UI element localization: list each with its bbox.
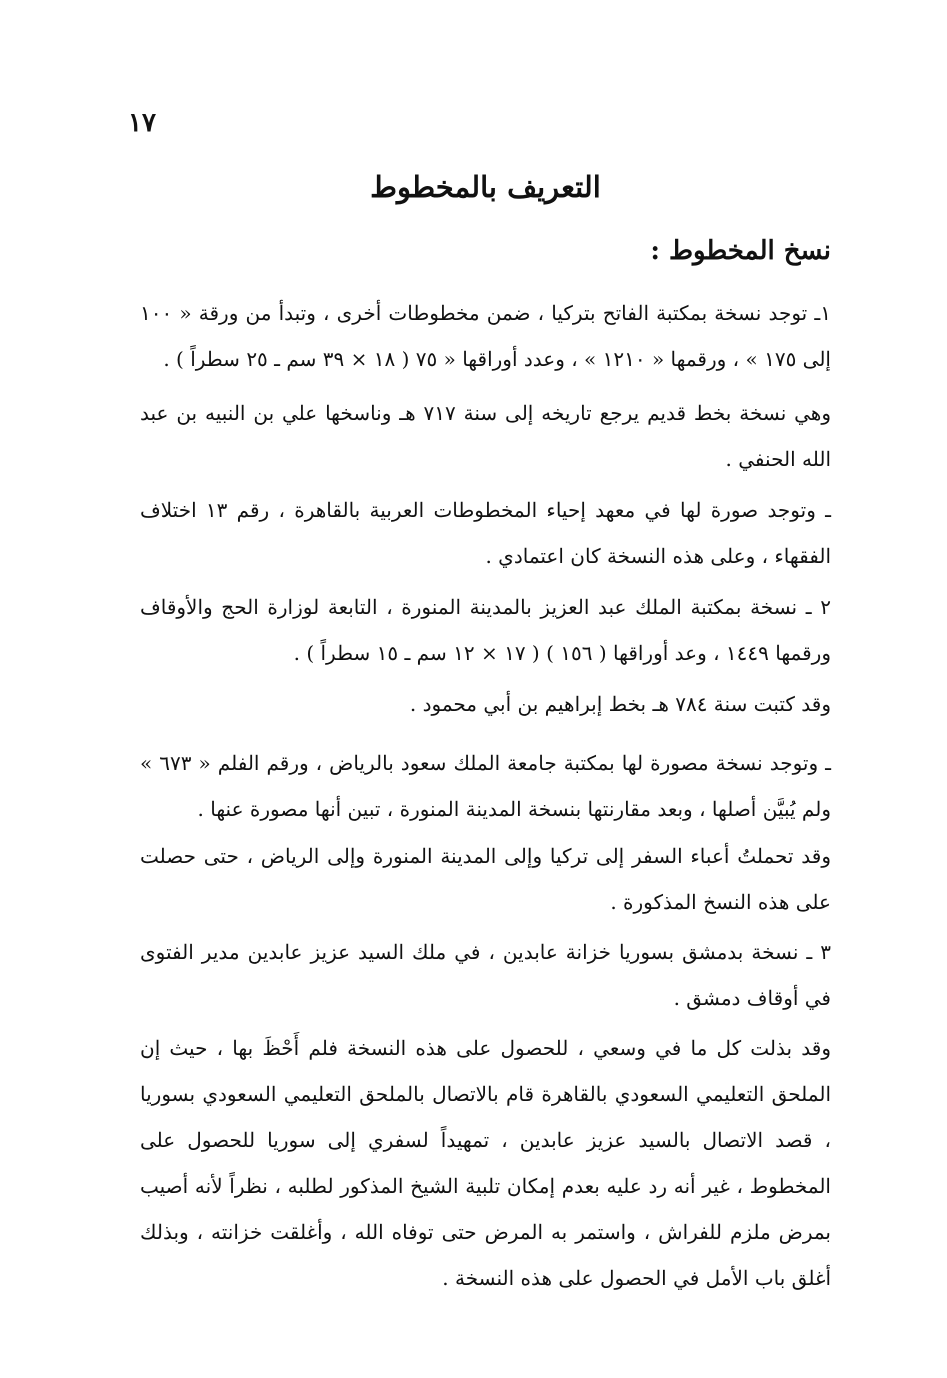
paragraph-7: وقد تحملتُ أعباء السفر إلى تركيا وإلى المدينة المنورة وإلى الرياض ، حتى حصلت على هذه النسخ المذكورة . xyxy=(140,844,831,914)
paragraph-1: ١ـ توجد نسخة بمكتبة الفاتح بتركيا ، ضمن مخطوطات أخرى ، وتبدأ من ورقة « ١٠٠ إلى ١٧٥ » ، ورقمها « ١٢١٠ » ، وعدد أوراقها « ٧٥ ( ١٨ × ٣٩ سم ـ ٢٥ سطراً ) . xyxy=(140,301,831,371)
paragraph-3: ـ وتوجد صورة لها في معهد إحياء المخطوطات العربية بالقاهرة ، رقم ١٣ اختلاف الفقهاء ، وعلى هذه النسخة كان اعتمادي . xyxy=(140,498,831,568)
paragraph-2: وهي نسخة بخط قديم يرجع تاريخه إلى سنة ٧١٧ هـ وناسخها علي بن النبيه بن عبد الله الحنفي . xyxy=(140,401,831,471)
paragraph-9: وقد بذلت كل ما في وسعي ، للحصول على هذه النسخة فلم أَحْظَ بها ، حيث إن الملحق التعليمي السعودي بالقاهرة قام بالاتصال بالملحق التعليمي السعودي بسوريا ، قصد الاتصال بالسيد عزيز عابدين ، تمهيداً لسفري إلى سوريا للحصول على المخطوط ، غير أنه رد عليه بعدم إمكان تلبية الشيخ المذكور لطلبه ، نظراً لأنه أصيب بمرض ملزم للفراش ، واستمر به المرض حتى توفاه الله ، وأغلقت خزانته ، وبذلك أغلق باب الأمل في الحصول على هذه النسخة . xyxy=(140,1036,831,1290)
page-title: التعريف بالمخطوط xyxy=(370,170,601,204)
paragraph-4: ٢ ـ نسخة بمكتبة الملك عبد العزيز بالمدينة المنورة ، التابعة لوزارة الحج والأوقاف ورقمها ١٤٤٩ ، وعد أوراقها ( ١٥٦ ) ( ١٧ × ١٢ سم ـ ١٥ سطراً ) . xyxy=(140,595,831,665)
paragraph-8: ٣ ـ نسخة بدمشق بسوريا خزانة عابدين ، في ملك السيد عزيز عابدين مدير الفتوى في أوقاف دمشق . xyxy=(140,940,832,1010)
paragraph-5: وقد كتبت سنة ٧٨٤ هـ بخط إبراهيم بن أبي محمود . xyxy=(409,692,831,716)
page-number: ١٧ xyxy=(128,108,156,138)
paragraph-6: ـ وتوجد نسخة مصورة لها بمكتبة جامعة الملك سعود بالرياض ، ورقم الفلم « ٦٧٣ » ولم يُبيَّن أصلها ، وبعد مقارنتها بنسخة المدينة المنورة ، تبين أنها مصورة عنها . xyxy=(140,751,832,821)
section-heading: نسخ المخطوط : xyxy=(650,236,831,266)
